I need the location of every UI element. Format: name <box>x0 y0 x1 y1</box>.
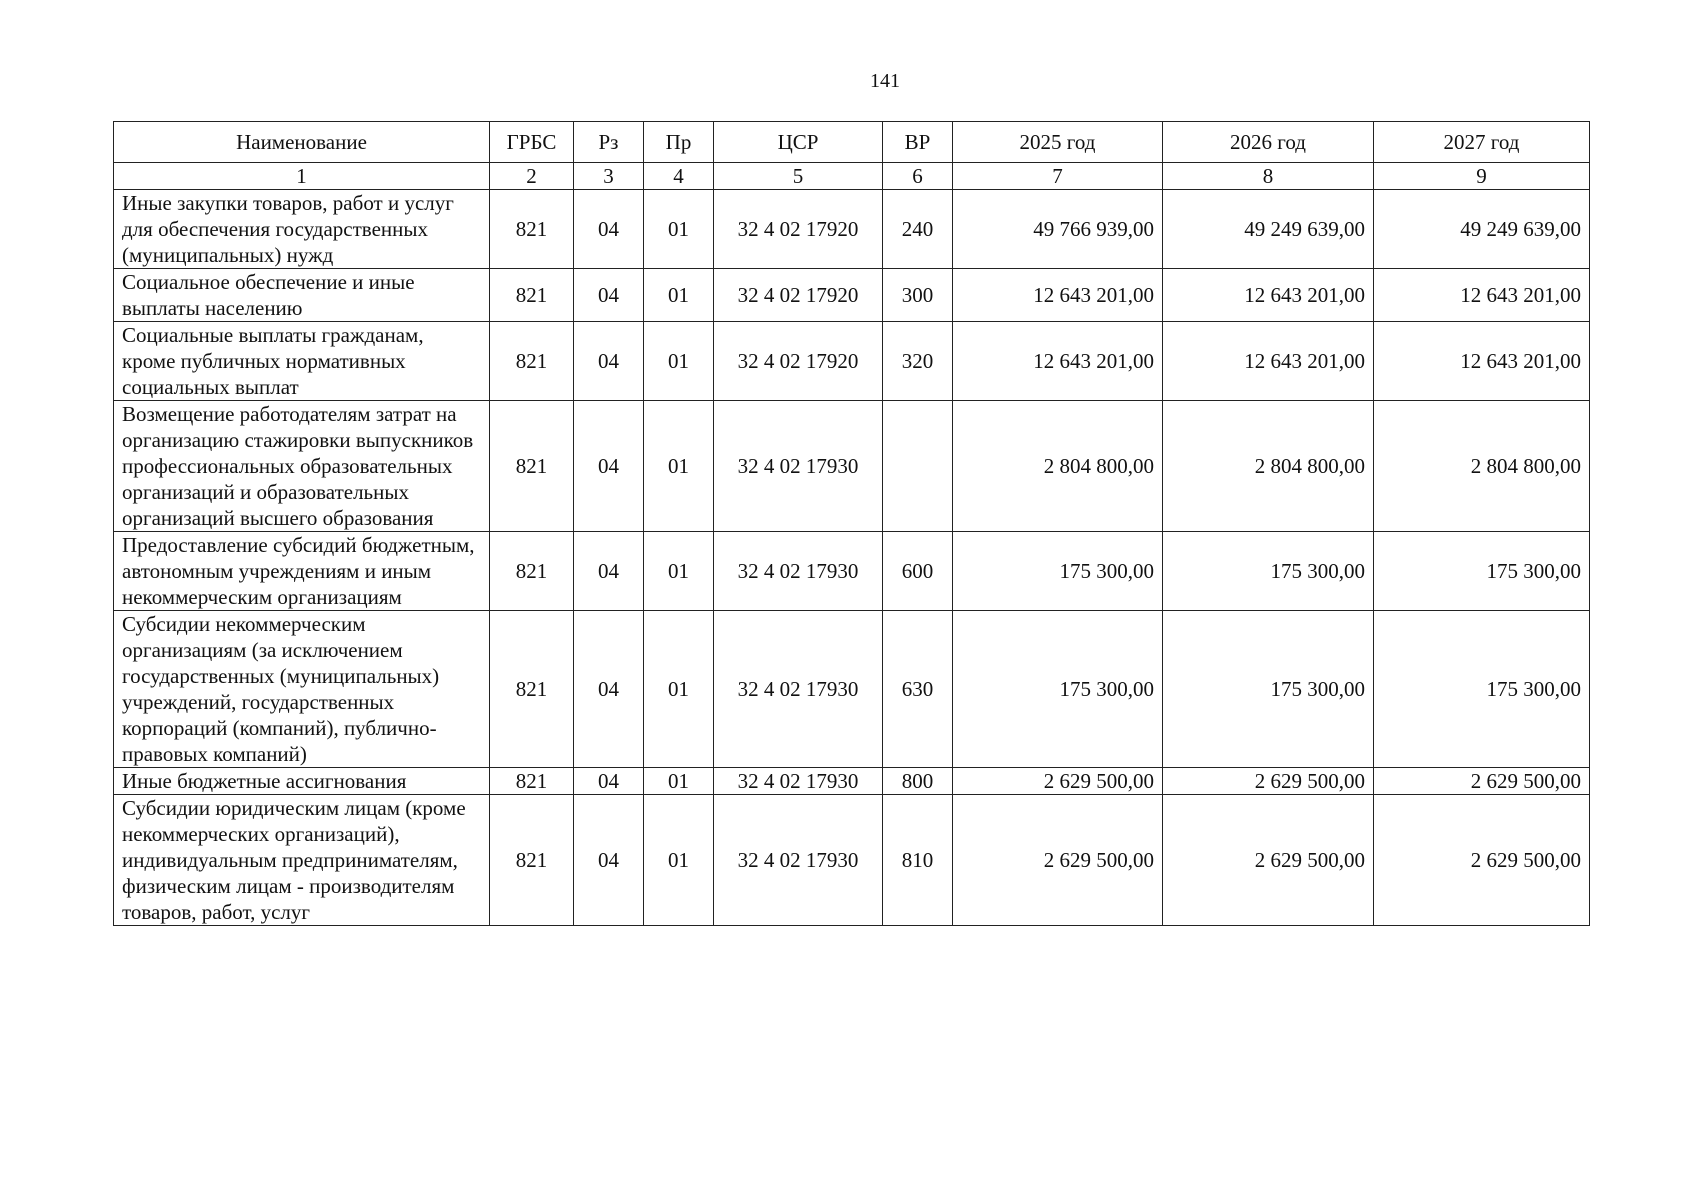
row-grbs: 821 <box>490 532 574 611</box>
row-rz: 04 <box>574 532 644 611</box>
row-amount-2025: 2 629 500,00 <box>953 795 1163 926</box>
row-grbs: 821 <box>490 269 574 322</box>
row-vr <box>883 401 953 532</box>
row-amount-2025: 12 643 201,00 <box>953 269 1163 322</box>
row-amount-2025: 2 804 800,00 <box>953 401 1163 532</box>
column-number: 8 <box>1163 163 1374 190</box>
page-number: 141 <box>870 70 900 92</box>
table-row <box>114 190 1590 269</box>
row-amount-2027: 2 629 500,00 <box>1374 795 1590 926</box>
row-grbs: 821 <box>490 768 574 795</box>
column-number: 5 <box>714 163 883 190</box>
row-csr: 32 4 02 17930 <box>714 795 883 926</box>
row-name: Возмещение работодателям затрат на организацию стажировки выпускников профессиональных образовательных организаций и образовательных организаций высшего образования <box>114 401 490 532</box>
row-amount-2027: 2 804 800,00 <box>1374 401 1590 532</box>
row-pr: 01 <box>644 611 714 768</box>
column-number: 3 <box>574 163 644 190</box>
header-row <box>114 122 1590 163</box>
row-pr: 01 <box>644 401 714 532</box>
row-csr: 32 4 02 17930 <box>714 401 883 532</box>
row-name: Иные бюджетные ассигнования <box>114 768 490 795</box>
row-amount-2027: 2 629 500,00 <box>1374 768 1590 795</box>
header-vr: ВР <box>883 122 953 163</box>
row-grbs: 821 <box>490 190 574 269</box>
row-pr: 01 <box>644 795 714 926</box>
header-rz: Рз <box>574 122 644 163</box>
row-pr: 01 <box>644 269 714 322</box>
row-grbs: 821 <box>490 401 574 532</box>
row-vr: 300 <box>883 269 953 322</box>
row-grbs: 821 <box>490 611 574 768</box>
row-rz: 04 <box>574 611 644 768</box>
row-amount-2027: 175 300,00 <box>1374 611 1590 768</box>
row-amount-2026: 12 643 201,00 <box>1163 269 1374 322</box>
table-row <box>114 611 1590 768</box>
column-number: 9 <box>1374 163 1590 190</box>
row-rz: 04 <box>574 190 644 269</box>
row-vr: 600 <box>883 532 953 611</box>
row-vr: 630 <box>883 611 953 768</box>
row-csr: 32 4 02 17930 <box>714 768 883 795</box>
row-name: Социальные выплаты гражданам, кроме публичных нормативных социальных выплат <box>114 322 490 401</box>
header-grbs: ГРБС <box>490 122 574 163</box>
row-amount-2026: 2 804 800,00 <box>1163 401 1374 532</box>
row-rz: 04 <box>574 322 644 401</box>
row-amount-2026: 49 249 639,00 <box>1163 190 1374 269</box>
row-grbs: 821 <box>490 795 574 926</box>
header-csr: ЦСР <box>714 122 883 163</box>
row-csr: 32 4 02 17930 <box>714 611 883 768</box>
table-row <box>114 269 1590 322</box>
row-amount-2025: 175 300,00 <box>953 611 1163 768</box>
row-csr: 32 4 02 17930 <box>714 532 883 611</box>
row-amount-2025: 175 300,00 <box>953 532 1163 611</box>
table-row <box>114 795 1590 926</box>
column-number: 6 <box>883 163 953 190</box>
budget-table <box>113 121 1590 926</box>
row-amount-2025: 12 643 201,00 <box>953 322 1163 401</box>
row-rz: 04 <box>574 401 644 532</box>
column-number: 4 <box>644 163 714 190</box>
row-name: Социальное обеспечение и иные выплаты населению <box>114 269 490 322</box>
column-number: 7 <box>953 163 1163 190</box>
row-pr: 01 <box>644 190 714 269</box>
table-row <box>114 768 1590 795</box>
row-amount-2027: 12 643 201,00 <box>1374 269 1590 322</box>
row-vr: 320 <box>883 322 953 401</box>
row-csr: 32 4 02 17920 <box>714 190 883 269</box>
row-name: Субсидии некоммерческим организациям (за исключением государственных (муниципальных) учреждений, государственных корпораций (компаний), публично-правовых компаний) <box>114 611 490 768</box>
row-pr: 01 <box>644 322 714 401</box>
row-amount-2026: 12 643 201,00 <box>1163 322 1374 401</box>
row-amount-2026: 2 629 500,00 <box>1163 795 1374 926</box>
row-pr: 01 <box>644 768 714 795</box>
header-pr: Пр <box>644 122 714 163</box>
row-rz: 04 <box>574 795 644 926</box>
row-amount-2027: 175 300,00 <box>1374 532 1590 611</box>
row-amount-2025: 2 629 500,00 <box>953 768 1163 795</box>
row-vr: 240 <box>883 190 953 269</box>
header-2026: 2026 год <box>1163 122 1374 163</box>
table-row <box>114 401 1590 532</box>
row-vr: 810 <box>883 795 953 926</box>
row-name: Иные закупки товаров, работ и услуг для обеспечения государственных (муниципальных) нужд <box>114 190 490 269</box>
header-name: Наименование <box>114 122 490 163</box>
row-vr: 800 <box>883 768 953 795</box>
row-amount-2026: 2 629 500,00 <box>1163 768 1374 795</box>
row-amount-2025: 49 766 939,00 <box>953 190 1163 269</box>
table-row <box>114 532 1590 611</box>
table-row <box>114 322 1590 401</box>
column-number-row <box>114 163 1590 190</box>
column-number: 2 <box>490 163 574 190</box>
header-2027: 2027 год <box>1374 122 1590 163</box>
row-name: Предоставление субсидий бюджетным, автономным учреждениям и иным некоммерческим организациям <box>114 532 490 611</box>
header-2025: 2025 год <box>953 122 1163 163</box>
row-pr: 01 <box>644 532 714 611</box>
column-number: 1 <box>114 163 490 190</box>
row-rz: 04 <box>574 768 644 795</box>
row-amount-2026: 175 300,00 <box>1163 611 1374 768</box>
row-csr: 32 4 02 17920 <box>714 269 883 322</box>
row-csr: 32 4 02 17920 <box>714 322 883 401</box>
row-grbs: 821 <box>490 322 574 401</box>
row-rz: 04 <box>574 269 644 322</box>
row-amount-2027: 49 249 639,00 <box>1374 190 1590 269</box>
row-name: Субсидии юридическим лицам (кроме некоммерческих организаций), индивидуальным предпринимателям, физическим лицам - производителям товаров, работ, услуг <box>114 795 490 926</box>
row-amount-2027: 12 643 201,00 <box>1374 322 1590 401</box>
row-amount-2026: 175 300,00 <box>1163 532 1374 611</box>
